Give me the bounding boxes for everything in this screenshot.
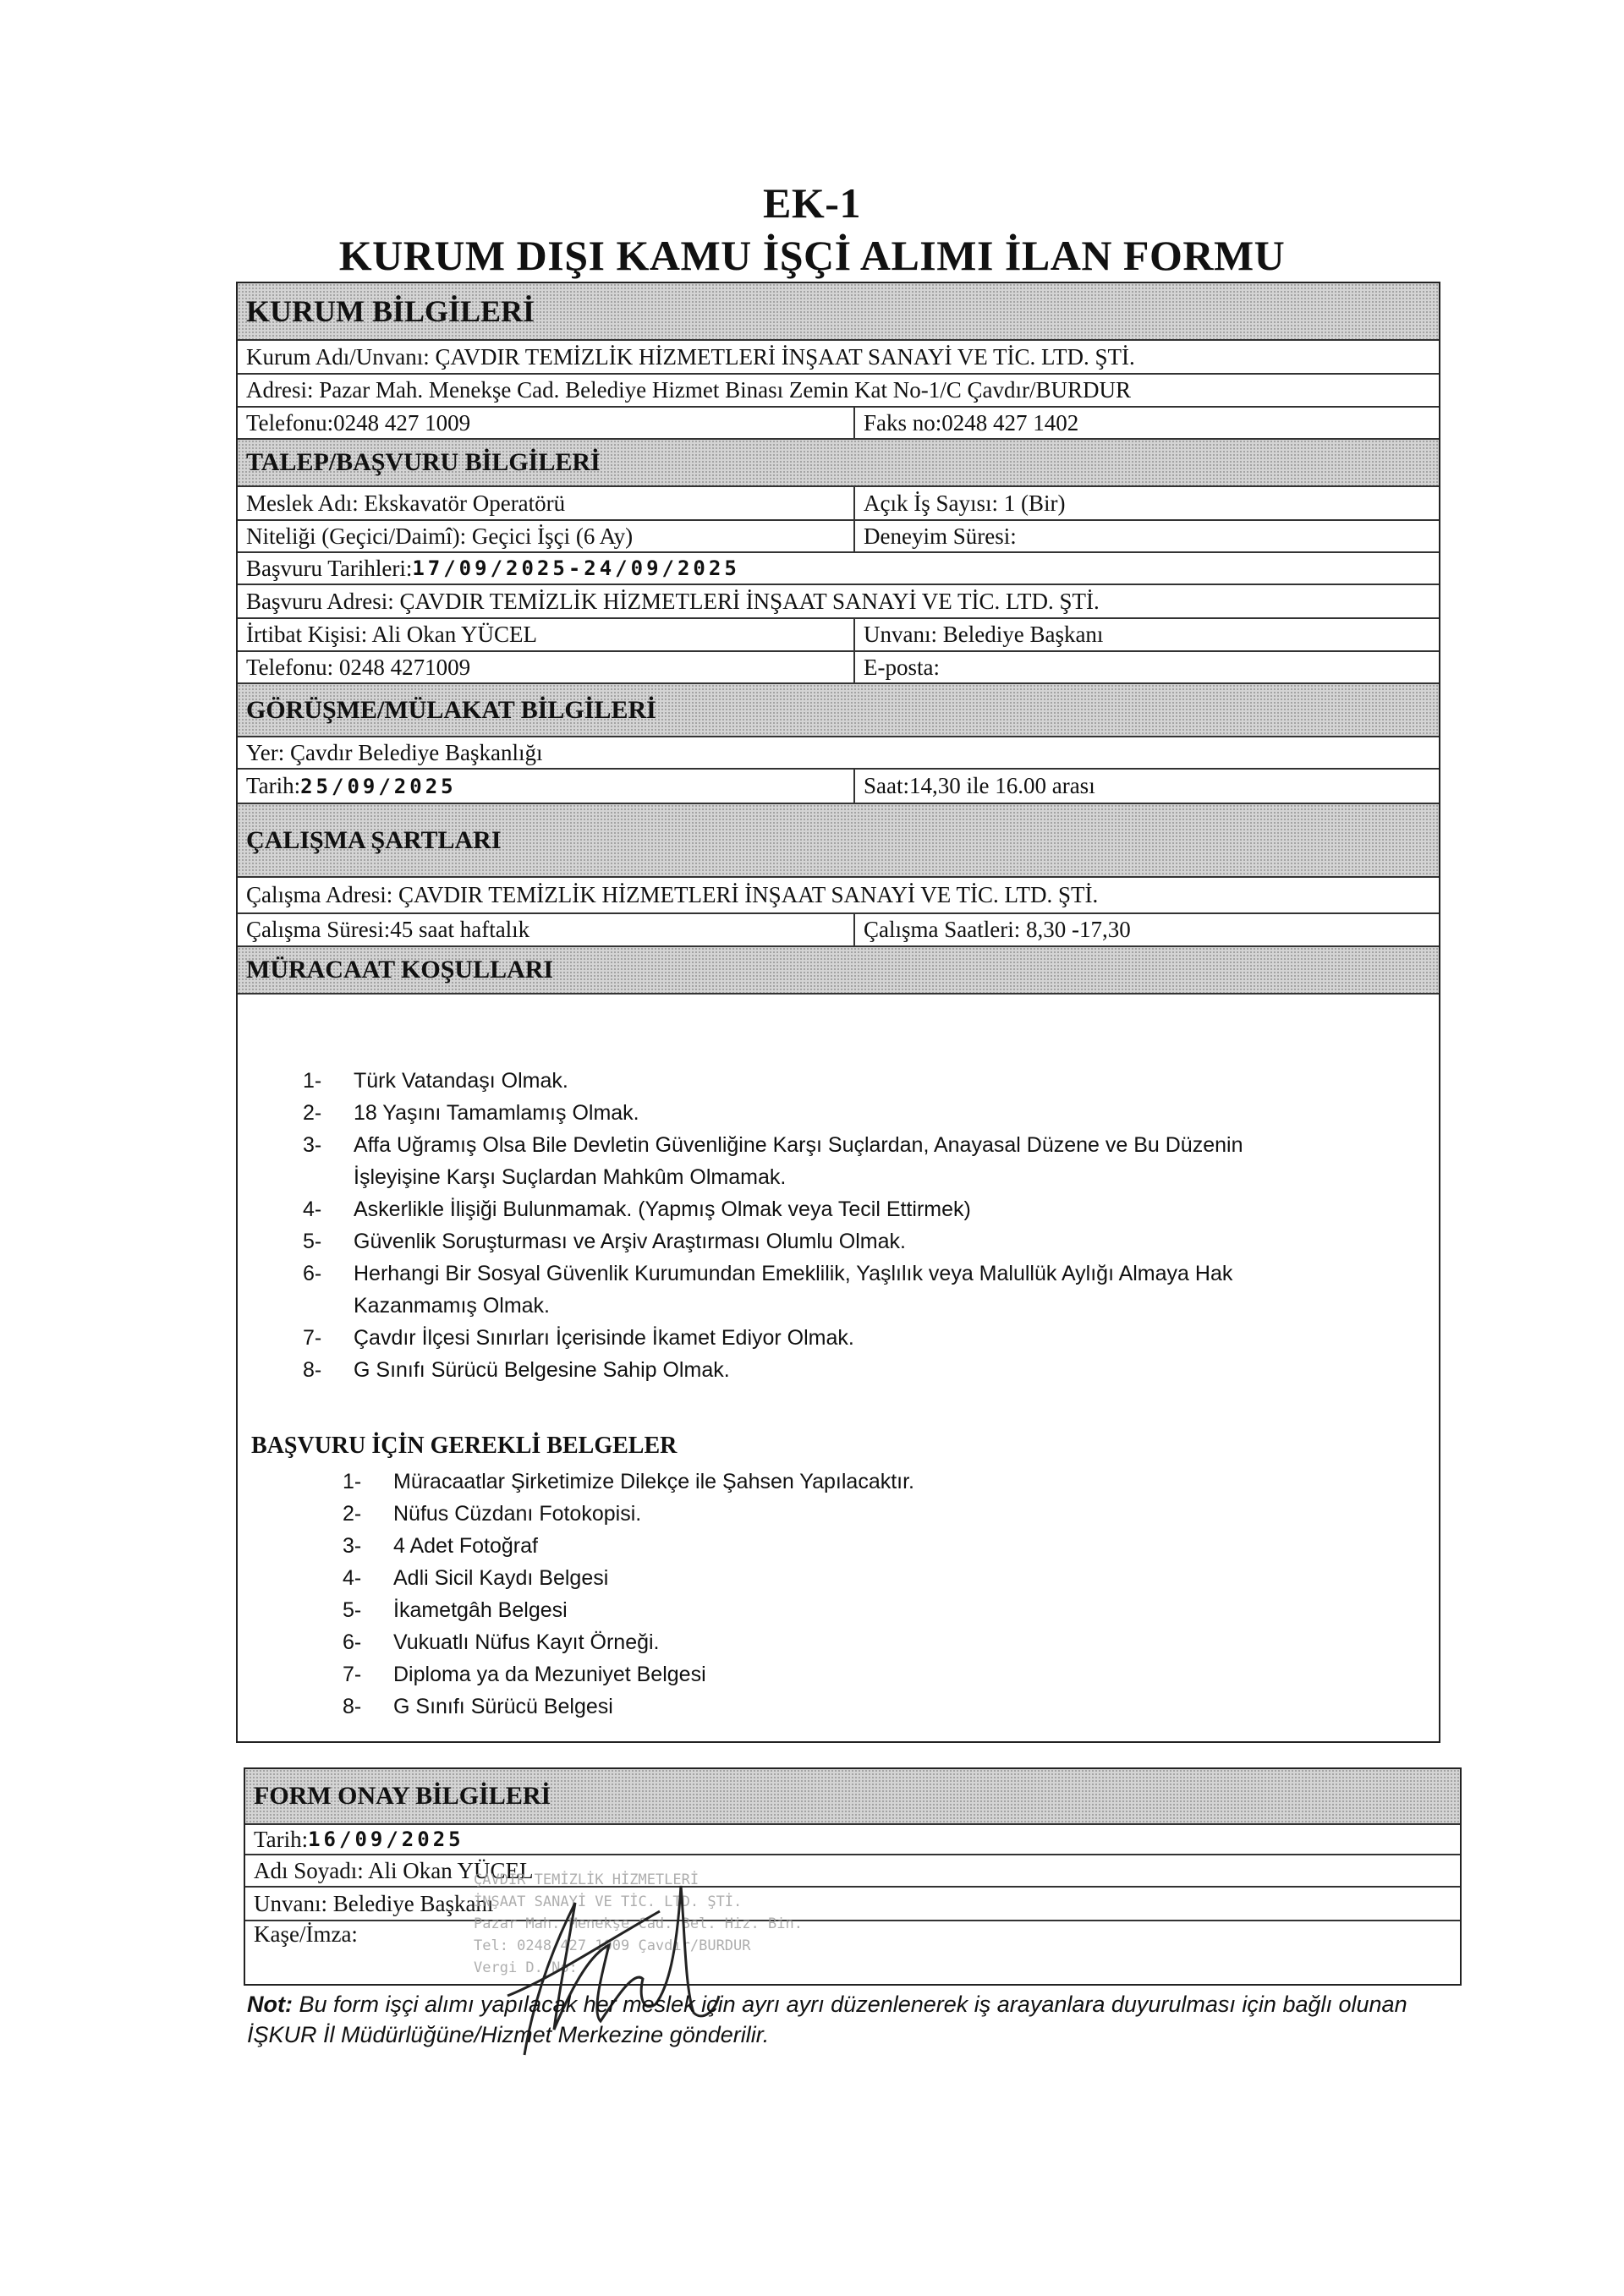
item-text: Vukuatlı Nüfus Kayıt Örneği. (393, 1630, 660, 1654)
calisma-suresi: Çalışma Süresi:45 saat haftalık (238, 914, 855, 945)
list-item (303, 1065, 1402, 1097)
item-text: G Sınıfı Sürücü Belgesine Sahip Olmak. (354, 1358, 730, 1382)
calisma-adresi: Çalışma Adresi: ÇAVDIR TEMİZLİK HİZMETLERİ İNŞAAT SANAYİ VE TİC. LTD. ŞTİ. (246, 882, 1099, 907)
onay-adi-soyadi: Adı Soyadı: Ali Okan YÜCEL (254, 1857, 534, 1883)
section-talep-header (238, 440, 1439, 487)
item-number: 7- (343, 1663, 362, 1686)
item-number: 5- (343, 1598, 362, 1622)
note-text: Bu form işçi alımı yapılacak her meslek için ayrı ayrı düzenlenerek iş arayanlara duyurulması için bağlı olunan İŞKUR İl Müdürlüğüne/Hizmet Merkezine gönderilir. (247, 1992, 1407, 2047)
item-number: 6- (303, 1262, 322, 1285)
item-text: Diploma ya da Mezuniyet Belgesi (393, 1663, 706, 1686)
section-calisma-header (238, 804, 1439, 878)
item-text: Çavdır İlçesi Sınırları İçerisinde İkamet Ediyor Olmak. (354, 1326, 854, 1350)
kurum-adres: Adresi: Pazar Mah. Menekşe Cad. Belediye Hizmet Binası Zemin Kat No-1/C Çavdır/BURDUR (246, 377, 1132, 403)
item-number: 7- (303, 1326, 322, 1350)
item-text: İkametgâh Belgesi (393, 1598, 568, 1622)
item-number: 8- (343, 1695, 362, 1718)
list-item (303, 1354, 1402, 1386)
calisma-saatleri: Çalışma Saatleri: 8,30 -17,30 (864, 917, 1131, 942)
section-title: GÖRÜŞME/MÜLAKAT BİLGİLERİ (246, 695, 656, 724)
onay-kase-imza: Kaşe/İmza: (254, 1921, 358, 1947)
form-title: KURUM DIŞI KAMU İŞÇİ ALIMI İLAN FORMU (338, 232, 1286, 279)
section-title: MÜRACAAT KOŞULLARI (246, 956, 554, 984)
deneyim-suresi: Deneyim Süresi: (864, 523, 1017, 549)
list-item (343, 1626, 1358, 1658)
belgeler-title: BAŞVURU İÇİN GEREKLİ BELGELER (251, 1433, 678, 1459)
basvuru-adresi: Başvuru Adresi: ÇAVDIR TEMİZLİK HİZMETLERİ İNŞAAT SANAYİ VE TİC. LTD. ŞTİ. (246, 588, 1100, 614)
irtibat-kisisi: İrtibat Kişisi: Ali Okan YÜCEL (238, 619, 855, 650)
item-text: Affa Uğramış Olsa Bile Devletin Güvenliğine Karşı Suçlardan, Anayasal Düzene ve Bu Düzenin İşleyişine Karşı Suçlardan Mahkûm Olmamak. (354, 1133, 1243, 1189)
value: 16/09/2025 (308, 1827, 464, 1851)
form-code: EK-1 (763, 179, 861, 227)
gorusme-yer: Yer: Çavdır Belediye Başkanlığı (246, 739, 543, 765)
item-text: Türk Vatandaşı Olmak. (354, 1069, 568, 1093)
item-text: Müracaatlar Şirketimize Dilekçe ile Şahsen Yapılacaktır. (393, 1470, 915, 1493)
list-item (303, 1097, 1402, 1129)
item-number: 5- (303, 1230, 322, 1253)
value: 17/09/2025-24/09/2025 (412, 556, 740, 580)
list-item (343, 1498, 1358, 1530)
section-muracaat-header (238, 947, 1439, 995)
list-item (343, 1530, 1358, 1562)
label: Tarih: (254, 1826, 309, 1852)
item-text: Nüfus Cüzdanı Fotokopisi. (393, 1502, 642, 1526)
basvuru-tarihleri (238, 553, 1439, 584)
item-number: 4- (303, 1197, 322, 1221)
section-title: FORM ONAY BİLGİLERİ (254, 1782, 551, 1810)
kurum-adi: Kurum Adı/Unvanı: ÇAVDIR TEMİZLİK HİZMETLERİ İNŞAAT SANAYİ VE TİC. LTD. ŞTİ. (246, 343, 1135, 370)
onay-unvani: Unvanı: Belediye Başkanı (254, 1890, 494, 1916)
item-number: 3- (303, 1133, 322, 1157)
section-title: TALEP/BAŞVURU BİLGİLERİ (246, 448, 601, 476)
item-number: 6- (343, 1630, 362, 1654)
niteligi: Niteliği (Geçici/Daimî): Geçici İşçi (6 Ay) (238, 521, 855, 551)
acik-is-sayisi: Açık İş Sayısı: 1 (Bir) (864, 490, 1066, 516)
section-title: KURUM BİLGİLERİ (246, 294, 535, 328)
meslek-adi: Meslek Adı: Ekskavatör Operatörü (238, 487, 855, 519)
section-kurum-header (238, 283, 1439, 341)
value: 25/09/2025 (300, 774, 457, 798)
list-item (343, 1594, 1358, 1626)
list-item (343, 1690, 1358, 1723)
belgeler-list (343, 1466, 1358, 1723)
item-number: 8- (303, 1358, 322, 1382)
label: Başvuru Tarihleri: (246, 555, 413, 581)
list-item (303, 1193, 1402, 1225)
item-number: 2- (343, 1502, 362, 1526)
list-item (303, 1258, 1402, 1322)
kurum-telefon: Telefonu:0248 427 1009 (238, 408, 855, 438)
item-number: 1- (343, 1470, 362, 1493)
item-number: 4- (343, 1566, 362, 1590)
item-text: Güvenlik Soruşturması ve Arşiv Araştırması Olumlu Olmak. (354, 1230, 906, 1253)
note-label: Not: (247, 1992, 293, 2017)
company-stamp: ÇAVDIR TEMİZLİK HİZMETLERİ İNŞAAT SANAYİ VE TİC. LTD. ŞTİ. Pazar Mah. Menekşe Cad. Bel. Hiz. Bin. Tel: 0248 427 1009 Çavdır/BURDUR Vergi D. No: (474, 1871, 803, 1976)
item-text: G Sınıfı Sürücü Belgesi (393, 1695, 613, 1718)
item-text: 18 Yaşını Tamamlamış Olmak. (354, 1101, 639, 1125)
gorusme-saat: Saat:14,30 ile 16.00 arası (864, 773, 1095, 798)
item-number: 2- (303, 1101, 322, 1125)
irtibat-telefonu: Telefonu: 0248 4271009 (238, 652, 855, 682)
list-item (303, 1129, 1402, 1193)
section-title: ÇALIŞMA ŞARTLARI (246, 825, 502, 854)
gorusme-tarih (238, 770, 855, 803)
item-text: 4 Adet Fotoğraf (393, 1534, 538, 1558)
item-number: 1- (303, 1069, 322, 1093)
item-number: 3- (343, 1534, 362, 1558)
list-item (343, 1562, 1358, 1594)
irtibat-unvani: Unvanı: Belediye Başkanı (864, 622, 1104, 647)
section-onay-header (245, 1769, 1460, 1825)
list-item (343, 1466, 1358, 1498)
label: Tarih: (246, 773, 301, 798)
item-text: Herhangi Bir Sosyal Güvenlik Kurumundan Emeklilik, Yaşlılık veya Malullük Aylığı Almaya Hak Kazanmamış Olmak. (354, 1262, 1233, 1318)
onay-tarih (245, 1825, 1460, 1854)
section-gorusme-header (238, 684, 1439, 737)
item-text: Askerlikle İlişiği Bulunmamak. (Yapmış Olmak veya Tecil Ettirmek) (354, 1197, 971, 1221)
list-item (343, 1658, 1358, 1690)
irtibat-eposta: E-posta: (864, 654, 940, 680)
kurum-faks: Faks no:0248 427 1402 (864, 409, 1079, 436)
muracaat-list (303, 1065, 1402, 1386)
list-item (303, 1225, 1402, 1258)
item-text: Adli Sicil Kaydı Belgesi (393, 1566, 609, 1590)
list-item (303, 1322, 1402, 1354)
footnote (247, 1989, 1465, 2050)
